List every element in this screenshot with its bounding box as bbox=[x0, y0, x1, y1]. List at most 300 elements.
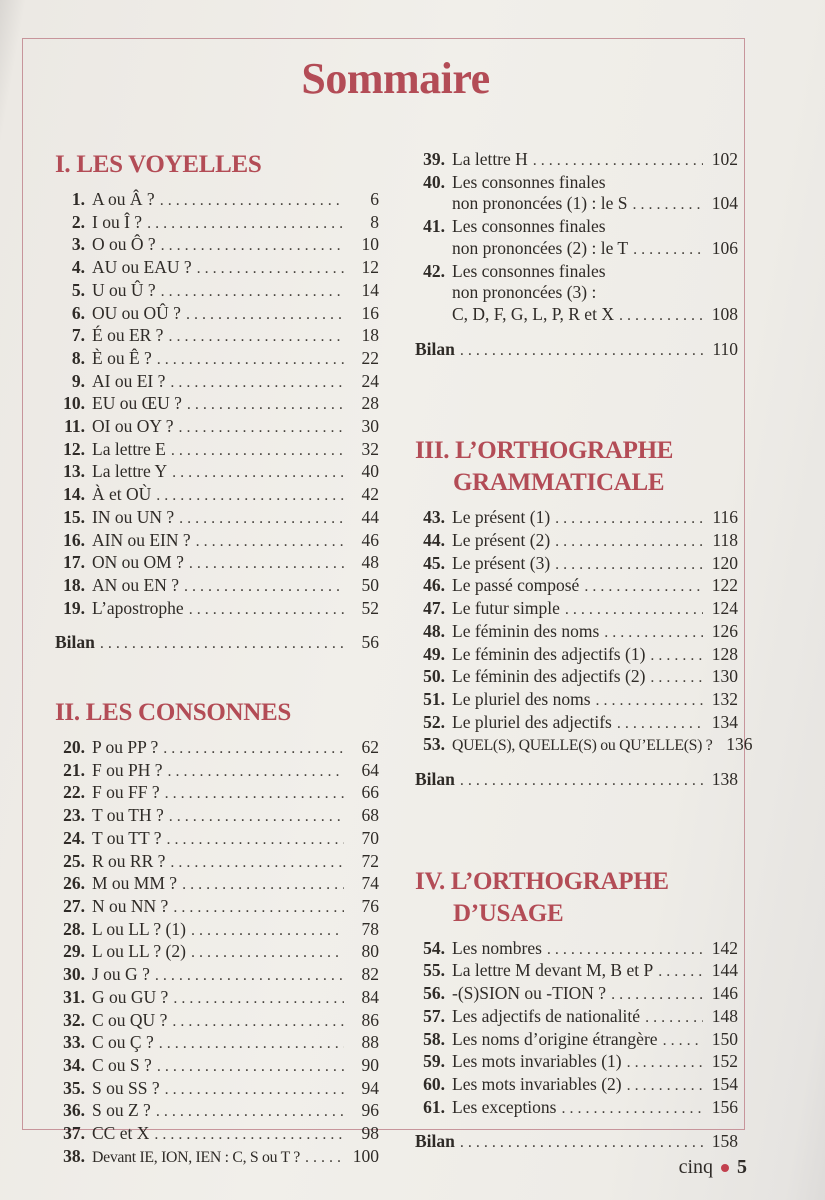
toc-item-line bbox=[55, 1123, 379, 1146]
dot-leader bbox=[156, 484, 344, 507]
toc-item-number: 46. bbox=[423, 575, 445, 596]
toc-item-line bbox=[55, 212, 379, 235]
toc-item-label: F ou FF ? bbox=[92, 782, 160, 803]
toc-item-number: 31. bbox=[63, 986, 85, 1007]
toc-item bbox=[415, 598, 738, 621]
toc-item-label: Les consonnes finales bbox=[452, 171, 606, 192]
bilan-page-number: 138 bbox=[711, 769, 738, 790]
toc-item-label: CC et X bbox=[92, 1123, 150, 1144]
dot-leader bbox=[161, 234, 344, 257]
toc-item-line bbox=[55, 303, 379, 326]
section-heading bbox=[55, 697, 379, 729]
dot-leader bbox=[633, 238, 703, 261]
toc-item-page-number: 74 bbox=[361, 873, 379, 894]
bilan-label: Bilan bbox=[415, 769, 455, 790]
toc-item-number: 35. bbox=[63, 1077, 85, 1098]
toc-item-line bbox=[415, 149, 738, 172]
toc-item-page-number: 116 bbox=[712, 507, 738, 528]
dot-leader bbox=[170, 851, 344, 874]
toc-item-label: S ou SS ? bbox=[92, 1077, 160, 1098]
toc-item-page-number: 156 bbox=[711, 1096, 738, 1117]
toc-item-label: Les nombres bbox=[452, 937, 542, 958]
page-footer bbox=[679, 1156, 747, 1179]
dot-leader bbox=[619, 304, 703, 327]
dot-leader bbox=[154, 1123, 344, 1146]
toc-item bbox=[55, 1123, 379, 1146]
toc-item-page-number: 72 bbox=[361, 850, 379, 871]
toc-item-page-number: 28 bbox=[361, 393, 379, 414]
toc-item-page-number: 136 bbox=[726, 734, 753, 755]
toc-item-line bbox=[415, 1051, 738, 1074]
toc-column-left bbox=[55, 149, 379, 1168]
toc-item bbox=[55, 575, 379, 598]
toc-item-label: O ou Ô ? bbox=[92, 234, 156, 255]
toc-item-line bbox=[55, 393, 379, 416]
toc-item-label: Les mots invariables (2) bbox=[452, 1073, 622, 1094]
toc-item-number: 6. bbox=[71, 302, 85, 323]
dot-leader bbox=[191, 919, 344, 942]
toc-item-line bbox=[55, 737, 379, 760]
toc-item-label: AIN ou EIN ? bbox=[92, 529, 191, 550]
toc-item-page-number: 44 bbox=[361, 506, 379, 527]
toc-item-number: 20. bbox=[63, 737, 85, 758]
dot-leader bbox=[187, 393, 344, 416]
toc-item-line bbox=[55, 873, 379, 896]
toc-item-label: Le féminin des noms bbox=[452, 620, 600, 641]
toc-item-page-number: 102 bbox=[711, 149, 738, 169]
toc-item-page-number: 12 bbox=[361, 257, 379, 278]
toc-item-label: Le pluriel des adjectifs bbox=[452, 711, 612, 732]
bilan-page-number: 56 bbox=[361, 632, 379, 653]
toc-item-label: C ou S ? bbox=[92, 1054, 152, 1075]
toc-item-page-number: 50 bbox=[361, 574, 379, 595]
toc-item bbox=[415, 507, 738, 530]
dot-leader bbox=[168, 760, 345, 783]
toc-item-line bbox=[415, 216, 738, 238]
bilan-entry bbox=[55, 632, 379, 655]
dot-leader bbox=[184, 575, 344, 598]
toc-item-number: 23. bbox=[63, 805, 85, 826]
toc-item-page-number: 78 bbox=[361, 918, 379, 939]
toc-item-number: 28. bbox=[63, 918, 85, 939]
toc-item-number: 17. bbox=[63, 552, 85, 573]
toc-item-page-number: 134 bbox=[711, 711, 738, 732]
toc-item-page-number: 152 bbox=[711, 1051, 738, 1072]
toc-item-label: AN ou EN ? bbox=[92, 574, 179, 595]
toc-item-number: 11. bbox=[64, 416, 85, 437]
toc-item-label: C, D, F, G, L, P, R et X bbox=[452, 303, 614, 324]
toc-item-page-number: 148 bbox=[711, 1005, 738, 1026]
dot-leader bbox=[182, 873, 344, 896]
dot-leader bbox=[555, 530, 703, 553]
toc-item-number: 21. bbox=[63, 759, 85, 780]
dot-leader bbox=[627, 1074, 703, 1097]
toc-item-page-number: 82 bbox=[361, 964, 379, 985]
dot-leader bbox=[658, 960, 703, 983]
bilan-label: Bilan bbox=[55, 632, 95, 653]
toc-item-label: Les noms d’origine étrangère bbox=[452, 1028, 658, 1049]
toc-item bbox=[55, 987, 379, 1010]
toc-item bbox=[55, 507, 379, 530]
toc-item-line bbox=[55, 782, 379, 805]
toc-item-label: Les exceptions bbox=[452, 1096, 557, 1117]
toc-item-number: 54. bbox=[423, 937, 445, 958]
toc-item-page-number: 24 bbox=[361, 370, 379, 391]
toc-item-line bbox=[55, 325, 379, 348]
toc-item-label: S ou Z ? bbox=[92, 1100, 151, 1121]
toc-item-number: 8. bbox=[71, 347, 85, 368]
toc-item-line bbox=[415, 238, 738, 261]
toc-column-right bbox=[415, 149, 753, 1168]
toc-item-label: Le féminin des adjectifs (2) bbox=[452, 666, 646, 687]
toc-item-page-number: 42 bbox=[361, 484, 379, 505]
dot-leader bbox=[533, 149, 703, 172]
toc-item-label: ON ou OM ? bbox=[92, 552, 184, 573]
bilan-entry bbox=[415, 1131, 738, 1154]
dot-leader bbox=[160, 189, 344, 212]
toc-item-label: L ou LL ? (2) bbox=[92, 941, 186, 962]
toc-item-line bbox=[415, 960, 738, 983]
section-heading bbox=[415, 435, 738, 499]
toc-item bbox=[55, 393, 379, 416]
toc-item-number: 49. bbox=[423, 643, 445, 664]
toc-item bbox=[415, 960, 738, 983]
toc-item-number: 7. bbox=[71, 325, 85, 346]
toc-item-number: 14. bbox=[63, 484, 85, 505]
page-border-frame bbox=[22, 38, 753, 1166]
section-heading bbox=[55, 149, 379, 181]
dot-leader bbox=[305, 1146, 344, 1169]
toc-item-line bbox=[55, 1010, 379, 1033]
toc-item-line bbox=[55, 1100, 379, 1123]
toc-item-number: 15. bbox=[63, 506, 85, 527]
dot-leader bbox=[169, 805, 344, 828]
toc-item-line bbox=[55, 439, 379, 462]
toc-item-number: 42. bbox=[423, 260, 445, 281]
toc-item-number: 43. bbox=[423, 507, 445, 528]
toc-item-page-number: 70 bbox=[361, 827, 379, 848]
toc-item-page-number: 64 bbox=[361, 759, 379, 780]
dot-leader bbox=[159, 1032, 344, 1055]
section-heading-line: GRAMMATICALE bbox=[453, 469, 665, 497]
toc-item-page-number: 100 bbox=[352, 1145, 379, 1166]
toc-item-line bbox=[55, 416, 379, 439]
dot-leader bbox=[617, 712, 703, 735]
page-title: Sommaire bbox=[301, 54, 490, 103]
toc-item-page-number: 88 bbox=[361, 1032, 379, 1053]
dot-leader bbox=[163, 737, 344, 760]
toc-item-page-number: 132 bbox=[711, 688, 738, 709]
toc-item-label: QUEL(S), QUELLE(S) ou QU’ELLE(S) ? bbox=[452, 737, 713, 755]
toc-item bbox=[415, 172, 738, 216]
toc-item-page-number: 10 bbox=[361, 234, 379, 255]
toc-item bbox=[415, 1051, 738, 1074]
toc-item-number: 41. bbox=[423, 216, 445, 237]
toc-item bbox=[55, 530, 379, 553]
toc-item bbox=[415, 530, 738, 553]
toc-item-page-number: 84 bbox=[361, 986, 379, 1007]
toc-item-line bbox=[55, 461, 379, 484]
toc-item bbox=[415, 553, 738, 576]
toc-item bbox=[55, 782, 379, 805]
toc-item-page-number: 144 bbox=[711, 960, 738, 981]
toc-item-line bbox=[55, 1078, 379, 1101]
toc-item-line bbox=[415, 261, 738, 283]
toc-item-label: À et OÙ bbox=[92, 484, 152, 505]
toc-item bbox=[55, 280, 379, 303]
toc-item-label: non prononcées (2) : le T bbox=[452, 237, 629, 258]
toc-item-page-number: 30 bbox=[361, 416, 379, 437]
toc-item-line bbox=[55, 805, 379, 828]
footer-page-number: 5 bbox=[737, 1156, 747, 1178]
toc-item bbox=[55, 439, 379, 462]
toc-item-label: OU ou OÛ ? bbox=[92, 302, 181, 323]
dot-leader bbox=[561, 1097, 703, 1120]
toc-item bbox=[55, 234, 379, 257]
toc-item bbox=[415, 621, 738, 644]
toc-item-number: 59. bbox=[423, 1051, 445, 1072]
toc-item bbox=[415, 1074, 738, 1097]
toc-item-number: 24. bbox=[63, 827, 85, 848]
toc-item-label: É ou ER ? bbox=[92, 325, 164, 346]
toc-item-label: Le présent (2) bbox=[452, 530, 551, 551]
dot-leader bbox=[189, 598, 344, 621]
toc-item-label: Le pluriel des noms bbox=[452, 688, 591, 709]
toc-item-line bbox=[415, 193, 738, 216]
toc-item-line bbox=[415, 553, 738, 576]
toc-item-page-number: 46 bbox=[361, 529, 379, 550]
toc-item-page-number: 14 bbox=[361, 279, 379, 300]
toc-item-number: 29. bbox=[63, 941, 85, 962]
toc-item-label: non prononcées (3) : bbox=[452, 282, 597, 303]
toc-item-line bbox=[415, 598, 738, 621]
toc-item-page-number: 48 bbox=[361, 552, 379, 573]
dot-leader bbox=[555, 507, 703, 530]
toc-item-number: 61. bbox=[423, 1096, 445, 1117]
bilan-page-number: 110 bbox=[712, 338, 738, 359]
toc-item-page-number: 86 bbox=[361, 1009, 379, 1030]
footer-bullet-icon bbox=[721, 1164, 729, 1172]
toc-item-number: 50. bbox=[423, 666, 445, 687]
dot-leader bbox=[191, 941, 344, 964]
dot-leader bbox=[167, 828, 344, 851]
toc-item bbox=[415, 1097, 738, 1120]
toc-item-line bbox=[55, 530, 379, 553]
toc-item-number: 5. bbox=[71, 279, 85, 300]
toc-item-page-number: 104 bbox=[711, 193, 738, 214]
section-heading bbox=[415, 866, 738, 930]
toc-item-line bbox=[55, 598, 379, 621]
toc-item-page-number: 52 bbox=[361, 597, 379, 618]
toc-item bbox=[415, 734, 753, 757]
toc-item-number: 37. bbox=[63, 1123, 85, 1144]
toc-item-number: 4. bbox=[71, 257, 85, 278]
dot-leader bbox=[663, 1029, 703, 1052]
toc-item-line bbox=[415, 712, 738, 735]
toc-item-page-number: 94 bbox=[361, 1077, 379, 1098]
toc-item-line bbox=[415, 666, 738, 689]
dot-leader bbox=[645, 1006, 703, 1029]
toc-item bbox=[415, 666, 738, 689]
toc-item bbox=[55, 371, 379, 394]
toc-item-page-number: 106 bbox=[711, 237, 738, 258]
toc-item-label: Le présent (1) bbox=[452, 507, 551, 528]
toc-item bbox=[415, 712, 738, 735]
toc-item bbox=[55, 1010, 379, 1033]
dot-leader bbox=[197, 257, 344, 280]
toc-item bbox=[55, 760, 379, 783]
toc-item bbox=[415, 644, 738, 667]
toc-item-page-number: 6 bbox=[370, 189, 379, 209]
toc-item-label: F ou PH ? bbox=[92, 759, 163, 780]
toc-item-label: Les consonnes finales bbox=[452, 260, 606, 281]
toc-item bbox=[55, 964, 379, 987]
toc-item bbox=[55, 598, 379, 621]
toc-item-label: OI ou OY ? bbox=[92, 416, 174, 437]
toc-item-label: P ou PP ? bbox=[92, 737, 159, 758]
toc-item-label: IN ou UN ? bbox=[92, 506, 175, 527]
toc-item-page-number: 18 bbox=[361, 325, 379, 346]
toc-item-line bbox=[55, 828, 379, 851]
toc-item-number: 18. bbox=[63, 574, 85, 595]
dot-leader bbox=[196, 530, 344, 553]
toc-item-number: 47. bbox=[423, 598, 445, 619]
section-heading-line: D’USAGE bbox=[453, 899, 564, 927]
toc-item-number: 48. bbox=[423, 620, 445, 641]
toc-item-line bbox=[415, 644, 738, 667]
toc-item-page-number: 32 bbox=[361, 438, 379, 459]
toc-item-label: T ou TH ? bbox=[92, 805, 164, 826]
toc-item-line bbox=[55, 1146, 379, 1169]
toc-item bbox=[55, 1146, 379, 1169]
toc-item-line bbox=[415, 621, 738, 644]
toc-item-line bbox=[415, 1097, 738, 1120]
toc-item-line bbox=[55, 941, 379, 964]
toc-item-label: C ou QU ? bbox=[92, 1009, 168, 1030]
toc-item-line bbox=[55, 1032, 379, 1055]
toc-item-number: 32. bbox=[63, 1009, 85, 1030]
toc-item-label: N ou NN ? bbox=[92, 895, 169, 916]
toc-item-number: 57. bbox=[423, 1005, 445, 1026]
toc-item-number: 56. bbox=[423, 983, 445, 1004]
toc-item bbox=[55, 737, 379, 760]
toc-item bbox=[55, 484, 379, 507]
toc-item-line bbox=[415, 530, 738, 553]
toc-item-number: 60. bbox=[423, 1073, 445, 1094]
toc-item-number: 53. bbox=[423, 734, 445, 755]
dot-leader bbox=[565, 598, 703, 621]
toc-item-number: 38. bbox=[63, 1145, 85, 1166]
toc-item-line bbox=[55, 851, 379, 874]
dot-leader bbox=[547, 938, 703, 961]
toc-item-line bbox=[55, 234, 379, 257]
toc-item-label: I ou Î ? bbox=[92, 211, 143, 232]
toc-item-label: T ou TT ? bbox=[92, 827, 162, 848]
toc-item-line bbox=[415, 282, 738, 304]
toc-item-number: 10. bbox=[63, 393, 85, 414]
toc-item-page-number: 154 bbox=[711, 1073, 738, 1094]
toc-item bbox=[415, 1006, 738, 1029]
toc-item-line bbox=[55, 964, 379, 987]
dot-leader bbox=[173, 896, 344, 919]
toc-item-page-number: 98 bbox=[361, 1123, 379, 1144]
toc-item-number: 58. bbox=[423, 1028, 445, 1049]
dot-leader bbox=[460, 1131, 703, 1154]
toc-item-label: Les mots invariables (1) bbox=[452, 1051, 622, 1072]
dot-leader bbox=[147, 212, 344, 235]
toc-item bbox=[415, 575, 738, 598]
toc-item-number: 9. bbox=[71, 370, 85, 391]
toc-item bbox=[55, 552, 379, 575]
toc-item bbox=[55, 873, 379, 896]
toc-item-line bbox=[415, 938, 738, 961]
toc-item-label: R ou RR ? bbox=[92, 850, 166, 871]
toc-item-label: AU ou EAU ? bbox=[92, 257, 192, 278]
toc-item-label: Le féminin des adjectifs (1) bbox=[452, 643, 646, 664]
section-heading-line: I. LES VOYELLES bbox=[55, 151, 262, 178]
dot-leader bbox=[170, 371, 344, 394]
toc-item-line bbox=[55, 760, 379, 783]
toc-item-number: 40. bbox=[423, 171, 445, 192]
dot-leader bbox=[165, 1078, 344, 1101]
toc-item bbox=[55, 303, 379, 326]
toc-item bbox=[55, 257, 379, 280]
toc-item-number: 22. bbox=[63, 782, 85, 803]
toc-item bbox=[55, 461, 379, 484]
toc-item bbox=[55, 1078, 379, 1101]
toc-item-label: -(S)SION ou -TION ? bbox=[452, 983, 607, 1004]
toc-item bbox=[415, 261, 738, 327]
toc-item bbox=[415, 216, 738, 260]
toc-item-label: Le futur simple bbox=[452, 598, 560, 619]
toc-item bbox=[415, 689, 738, 712]
dot-leader bbox=[168, 325, 344, 348]
toc-item bbox=[55, 919, 379, 942]
toc-item bbox=[55, 348, 379, 371]
toc-item-page-number: 108 bbox=[711, 303, 738, 324]
dot-leader bbox=[155, 964, 344, 987]
toc-item-label: J ou G ? bbox=[92, 964, 150, 985]
toc-item-page-number: 130 bbox=[711, 666, 738, 687]
toc-item-label: Les consonnes finales bbox=[452, 216, 606, 237]
dot-leader bbox=[157, 348, 344, 371]
toc-item-label: La lettre E bbox=[92, 438, 166, 459]
toc-item-label: AI ou EI ? bbox=[92, 370, 166, 391]
toc-item-label: La lettre Y bbox=[92, 461, 168, 482]
toc-item-label: non prononcées (1) : le S bbox=[452, 193, 628, 214]
toc-item-page-number: 118 bbox=[712, 530, 738, 551]
toc-item-number: 19. bbox=[63, 597, 85, 618]
toc-item-number: 34. bbox=[63, 1054, 85, 1075]
toc-item-line bbox=[55, 575, 379, 598]
dot-leader bbox=[172, 1010, 344, 1033]
toc-item-line bbox=[55, 484, 379, 507]
toc-item-label: Le présent (3) bbox=[452, 552, 551, 573]
toc-item-page-number: 68 bbox=[361, 805, 379, 826]
toc-item-line bbox=[415, 983, 738, 1006]
toc-item bbox=[55, 1032, 379, 1055]
dot-leader bbox=[156, 1100, 344, 1123]
toc-item bbox=[55, 828, 379, 851]
toc-item-page-number: 22 bbox=[361, 347, 379, 368]
toc-item-label: M ou MM ? bbox=[92, 873, 178, 894]
toc-item-page-number: 90 bbox=[361, 1054, 379, 1075]
toc-item-line bbox=[55, 371, 379, 394]
toc-item-page-number: 124 bbox=[711, 598, 738, 619]
dot-leader bbox=[186, 303, 344, 326]
dot-leader bbox=[460, 339, 703, 362]
toc-item-page-number: 80 bbox=[361, 941, 379, 962]
